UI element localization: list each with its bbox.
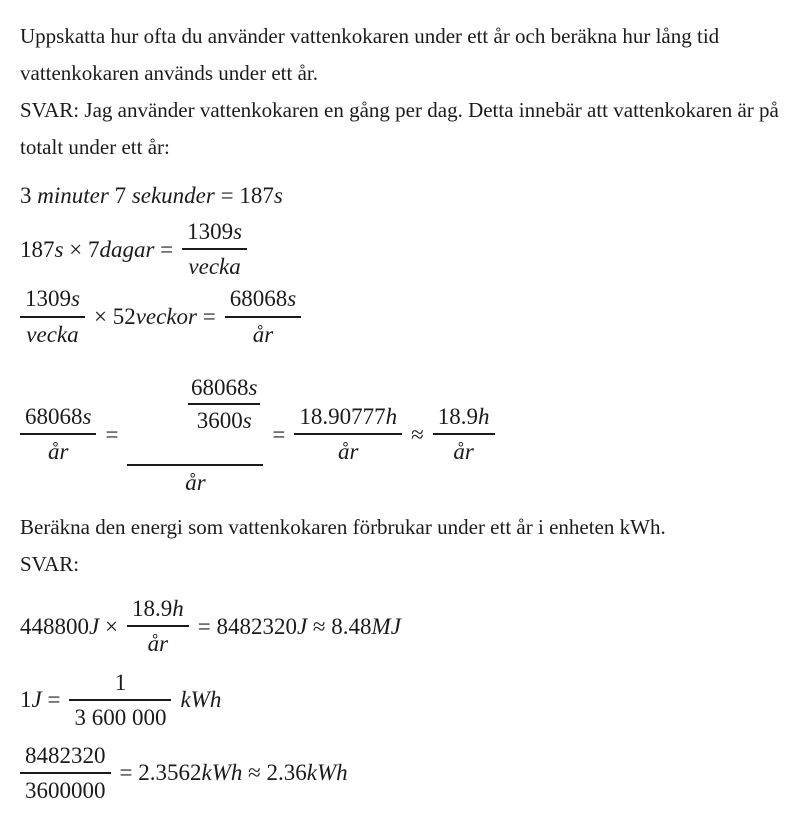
fraction-denominator: år xyxy=(127,464,263,496)
fraction-hours-per-year-rounded xyxy=(433,403,495,465)
fraction-denominator: år xyxy=(127,625,189,657)
answer-usage-intro: SVAR: Jag använder vattenkokaren en gång per dag. Detta innebär att vattenkokaren är på totalt under ett år: xyxy=(20,98,779,159)
calculation-energy xyxy=(20,595,782,804)
equation-seconds-per-week xyxy=(20,218,782,280)
fraction-hours-per-year xyxy=(294,403,402,465)
equation-kwh-result xyxy=(20,742,782,804)
equation-text: 187s × 7dagar = xyxy=(20,236,174,262)
fraction-denominator: år xyxy=(294,433,402,465)
fraction-numerator: 68068s xyxy=(25,404,92,430)
calculation-usage-time xyxy=(20,182,782,509)
equation-text: 3 minuter 7 sekunder = 187s xyxy=(20,183,283,208)
fraction-numerator: 8482320 xyxy=(25,742,106,768)
fraction-seconds-per-year xyxy=(225,285,301,347)
equation-minutes-to-seconds xyxy=(20,182,782,209)
fraction-denominator: år xyxy=(20,433,96,465)
fraction-numerator: 18.90777h xyxy=(299,404,398,430)
fraction-numerator: 18.9h xyxy=(131,596,184,622)
fraction-denominator: 3 600 000 xyxy=(69,699,171,731)
question-energy-text: Beräkna den energi som vattenkokaren förbrukar under ett år i enheten kWh. xyxy=(20,515,666,540)
fraction-denominator: vecka xyxy=(20,316,85,348)
fraction-denominator: år xyxy=(225,316,301,348)
equation-text: 1J = xyxy=(20,687,61,713)
fraction-numerator: 68068s xyxy=(190,374,258,400)
fraction-denominator: vecka xyxy=(182,248,247,280)
equation-text: 448800J × xyxy=(20,613,118,639)
equation-joules-per-year xyxy=(20,595,782,657)
fraction-numerator: 1309s xyxy=(25,286,80,312)
equation-text: = 8482320J ≈ 8.48MJ xyxy=(197,613,401,639)
fraction-kwh-result xyxy=(20,742,111,804)
equation-text: = 2.3562kWh ≈ 2.36kWh xyxy=(119,760,348,786)
fraction-numerator: 1309s xyxy=(187,219,243,245)
fraction-seconds-per-week xyxy=(182,218,247,280)
fraction-seconds-per-year xyxy=(20,403,96,465)
fraction-denominator: år xyxy=(433,433,495,465)
equation-text: kWh xyxy=(180,687,222,713)
fraction-numerator xyxy=(127,347,263,465)
answer-energy-label: SVAR: xyxy=(20,552,80,577)
fraction-denominator: 3600000 xyxy=(20,772,111,804)
equation-hours-per-year xyxy=(20,360,782,510)
fraction-numerator: 18.9h xyxy=(437,404,490,430)
approx-sign: ≈ xyxy=(411,421,424,447)
fraction-joule-kwh xyxy=(69,669,171,731)
fraction-seconds-per-week xyxy=(20,285,85,347)
fraction-nested-conversion xyxy=(127,347,263,497)
fraction-denominator: 3600s xyxy=(188,403,260,434)
fraction-hours-per-year xyxy=(127,595,189,657)
equals-sign: = xyxy=(272,421,286,447)
equation-seconds-per-year xyxy=(20,285,782,347)
question-usage-text: Uppskatta hur ofta du använder vattenkokaren under ett år och beräkna hur lång tid vattenkokaren används under ett år. xyxy=(20,24,720,85)
fraction-numerator: 68068s xyxy=(229,286,297,312)
equation-joule-to-kwh xyxy=(20,669,782,731)
equation-text: × 52veckor = xyxy=(93,303,216,329)
fraction-numerator: 1 xyxy=(114,669,127,695)
fraction-inner xyxy=(188,374,260,434)
equals-sign: = xyxy=(105,421,119,447)
